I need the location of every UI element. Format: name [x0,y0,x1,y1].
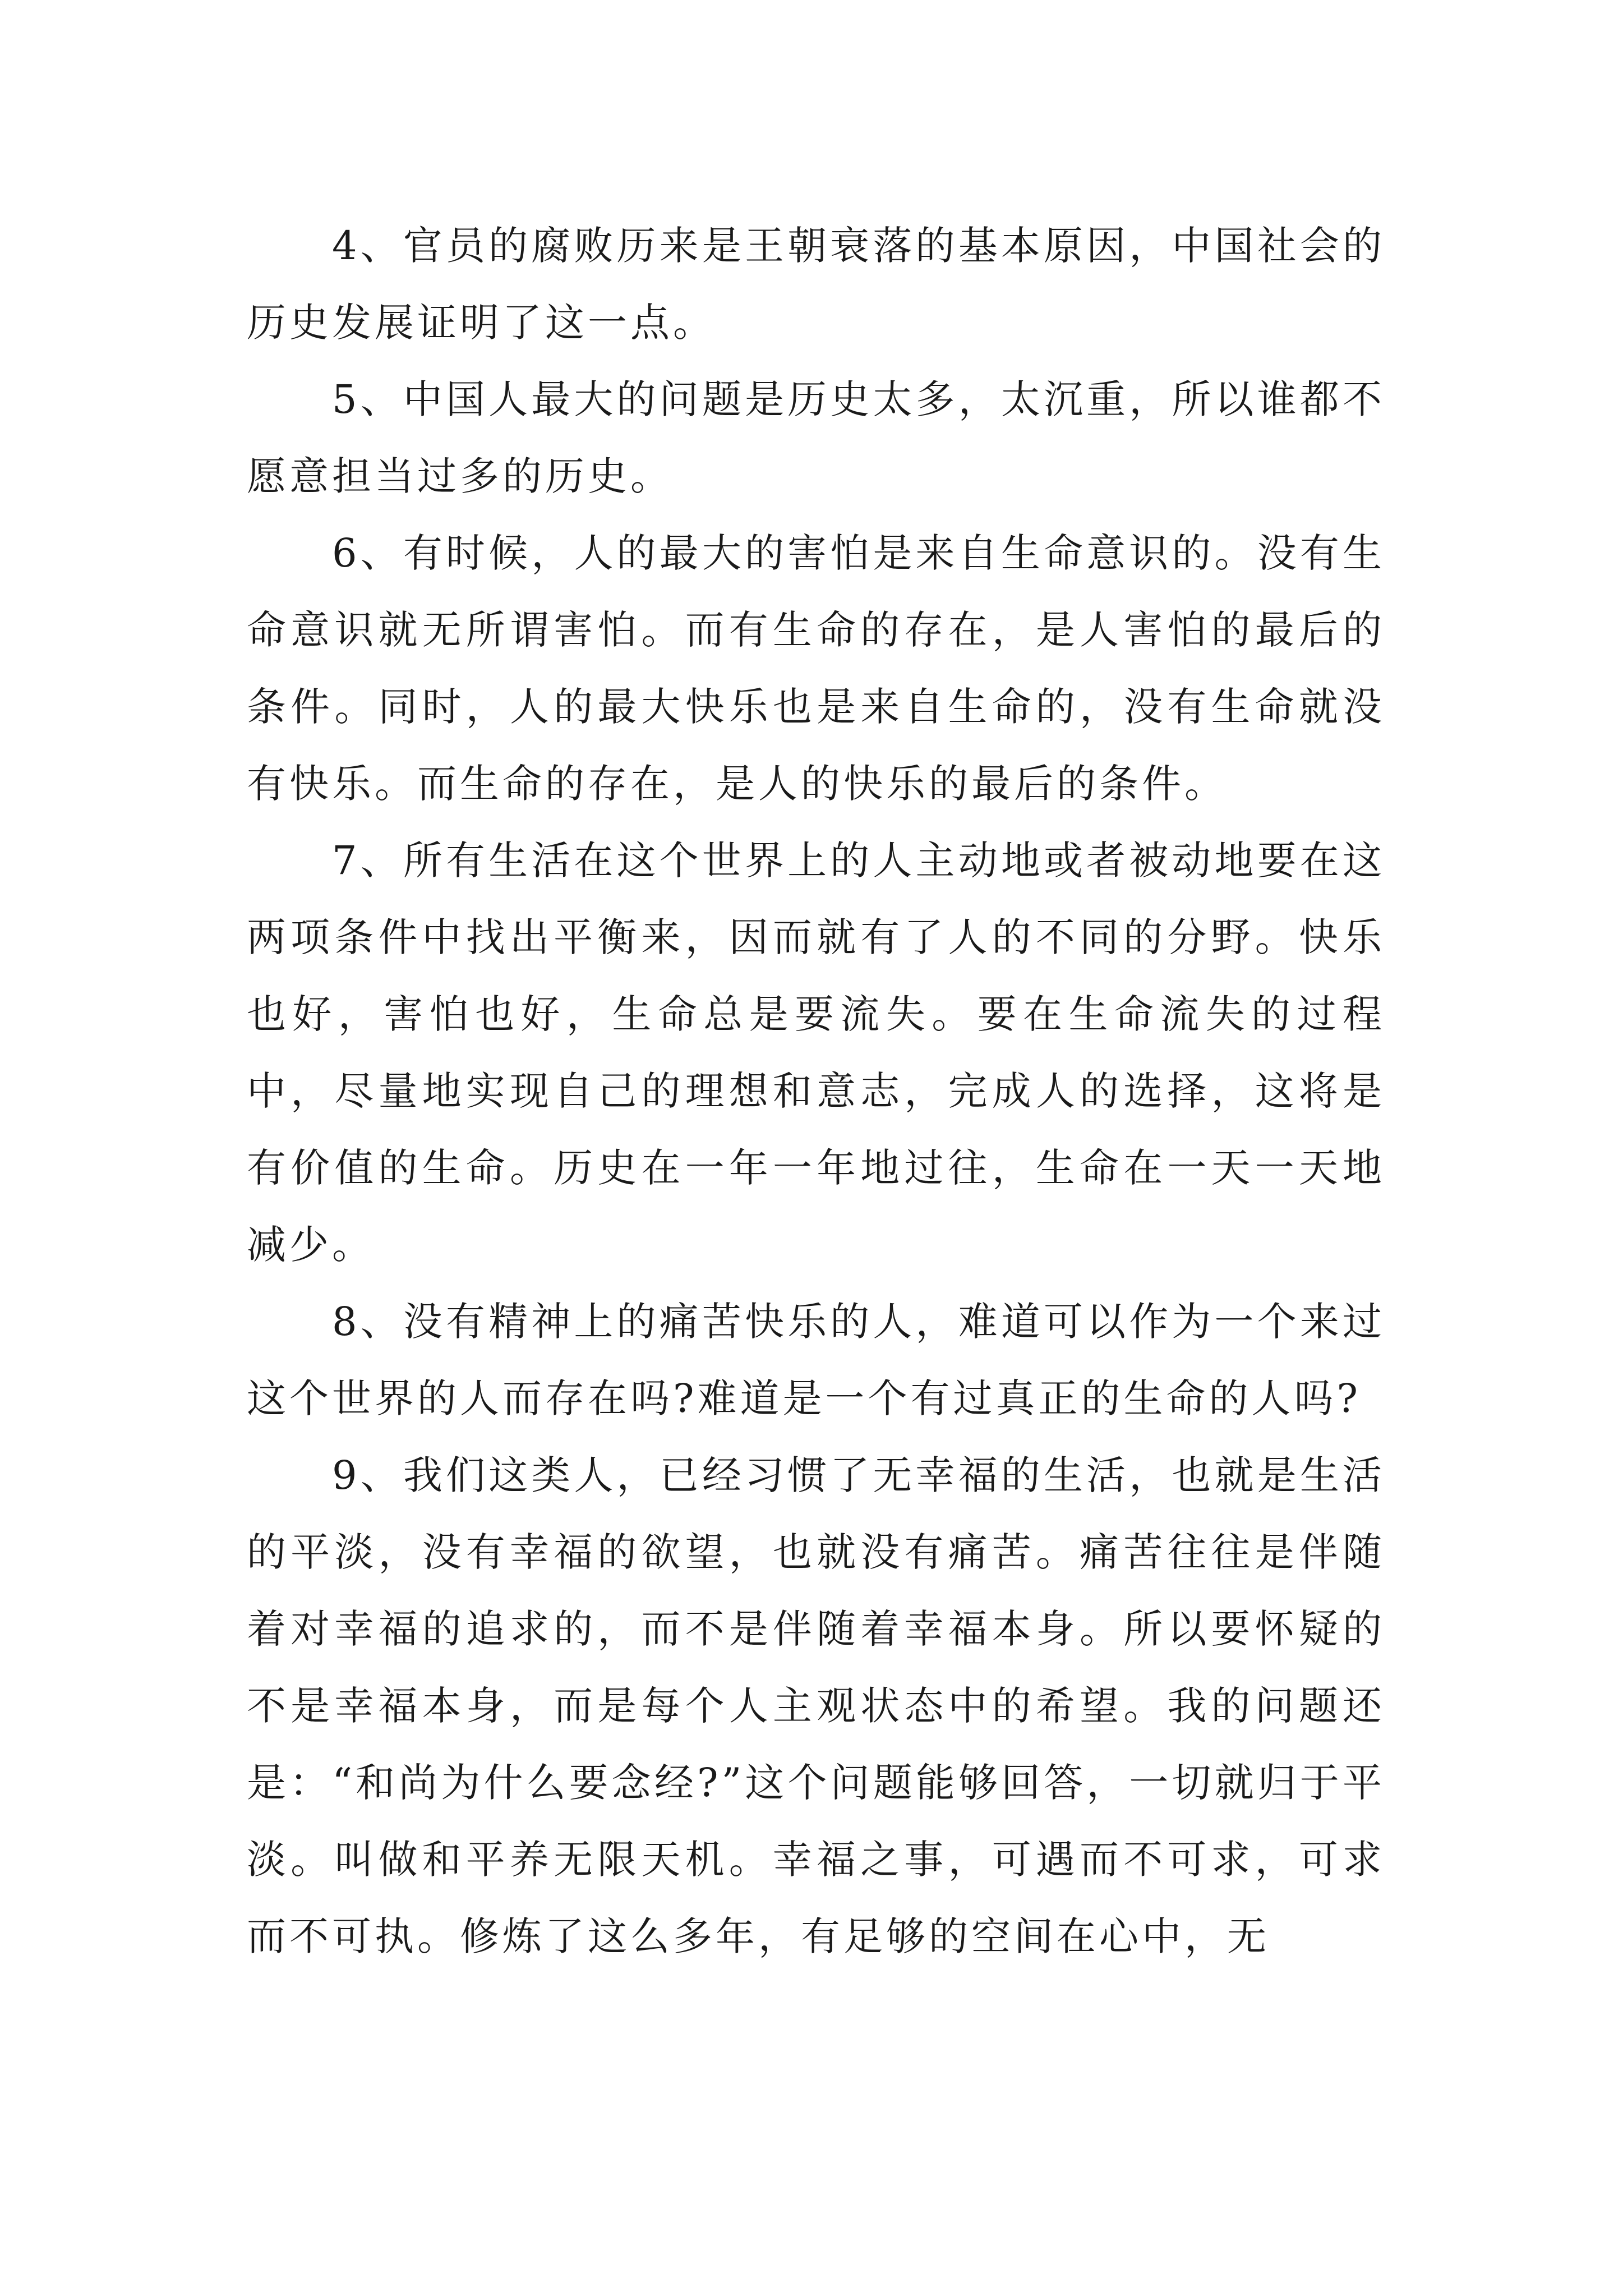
paragraph-4: 4、官员的腐败历来是王朝衰落的基本原因，中国社会的历史发展证明了这一点。 [247,223,1385,346]
paragraph-9: 9、我们这类人，已经习惯了无幸福的生活，也就是生活的平淡，没有幸福的欲望，也就没有痛苦。痛苦往往是伴随着对幸福的追求的，而不是伴随着幸福本身。所以要怀疑的不是幸福本身，而是每个人主观状态中的希望。我的问题还是：“和尚为什么要念经?”这个问题能够回答，一切就归于平淡。叫做和平养无限天机。幸福之事，可遇而不可求，可求而不可执。修炼了这么多年，有足够的空间在心中，无 [247,1452,1385,1959]
paragraph-6: 6、有时候，人的最大的害怕是来自生命意识的。没有生命意识就无所谓害怕。而有生命的存在，是人害怕的最后的条件。同时，人的最大快乐也是来自生命的，没有生命就没有快乐。而生命的存在，是人的快乐的最后的条件。 [247,530,1385,807]
document-body [247,208,1385,1975]
paragraph-5: 5、中国人最大的问题是历史太多，太沉重，所以谁都不愿意担当过多的历史。 [247,376,1385,499]
paragraph-7: 7、所有生活在这个世界上的人主动地或者被动地要在这两项条件中找出平衡来，因而就有了人的不同的分野。快乐也好，害怕也好，生命总是要流失。要在生命流失的过程中，尽量地实现自己的理想和意志，完成人的选择，这将是有价值的生命。历史在一年一年地过往，生命在一天一天地减少。 [247,838,1385,1268]
paragraph-8: 8、没有精神上的痛苦快乐的人，难道可以作为一个来过这个世界的人而存在吗?难道是一个有过真正的生命的人吗? [247,1299,1385,1421]
